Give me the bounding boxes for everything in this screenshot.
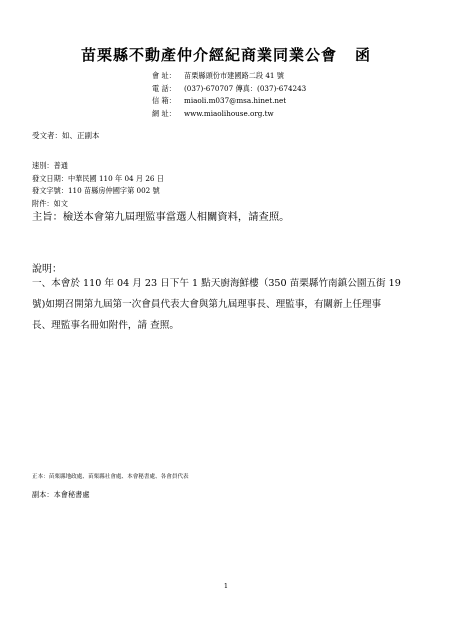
website-label: 網 址：	[152, 108, 176, 118]
website-value: www.miaolihouse.org.tw	[184, 108, 274, 118]
address-row	[152, 70, 306, 83]
reference-number-line: 發文字號：110 苗縣房仲國字第 002 號	[32, 186, 160, 195]
explanation-line: 一、本會於 110 年 04 月 23 日下午 1 點天廚海鮮樓（350 苗栗縣竹南鎮公園五街 19	[32, 278, 401, 289]
phone-label: 電 話：	[152, 83, 176, 93]
document-type: 函	[355, 46, 372, 64]
page-number: 1	[223, 582, 229, 590]
email-value: miaoli.m037@msa.hinet.net	[184, 96, 287, 106]
issue-date-line: 發文日期：中華民國 110 年 04 月 26 日	[32, 173, 164, 183]
website-row	[152, 108, 306, 121]
explanation-body	[32, 273, 424, 336]
phone-value: (037)-670707 傳真：(037)-674243	[184, 83, 307, 93]
explanation-line: 號)如期召開第九屆第一次會員代表大會與第九屆理事長、理監事，有關新上任理事	[32, 299, 382, 310]
meta-block	[32, 160, 164, 210]
speed-line: 速別：普通	[32, 161, 68, 170]
email-row	[152, 95, 306, 108]
attachment-line: 附件：如文	[32, 198, 68, 208]
email-label: 信 箱：	[152, 96, 176, 106]
contact-block	[152, 70, 306, 120]
address-label: 會 址：	[152, 71, 176, 80]
address-value: 苗栗縣頭份市建國路二段 41 號	[184, 71, 284, 80]
organization-name: 苗栗縣不動產仲介經紀商業同業公會	[80, 46, 337, 64]
subject-line: 主旨：檢送本會第九屆理監事當選人相關資料，請查照。	[32, 211, 290, 223]
letterhead-title	[0, 44, 452, 65]
explanation-heading: 說明：	[32, 264, 62, 275]
duplicate-copy-recipients: 副本：本會秘書處	[32, 490, 90, 499]
explanation-line: 長、理監事名冊如附件，請 查照。	[32, 320, 179, 331]
phone-row	[152, 83, 306, 96]
recipient-line: 受文者：如、正副本	[32, 131, 100, 140]
original-copy-recipients: 正本：苗栗縣地政處、苗栗縣社會處、本會秘書處、各會員代表	[32, 474, 189, 480]
